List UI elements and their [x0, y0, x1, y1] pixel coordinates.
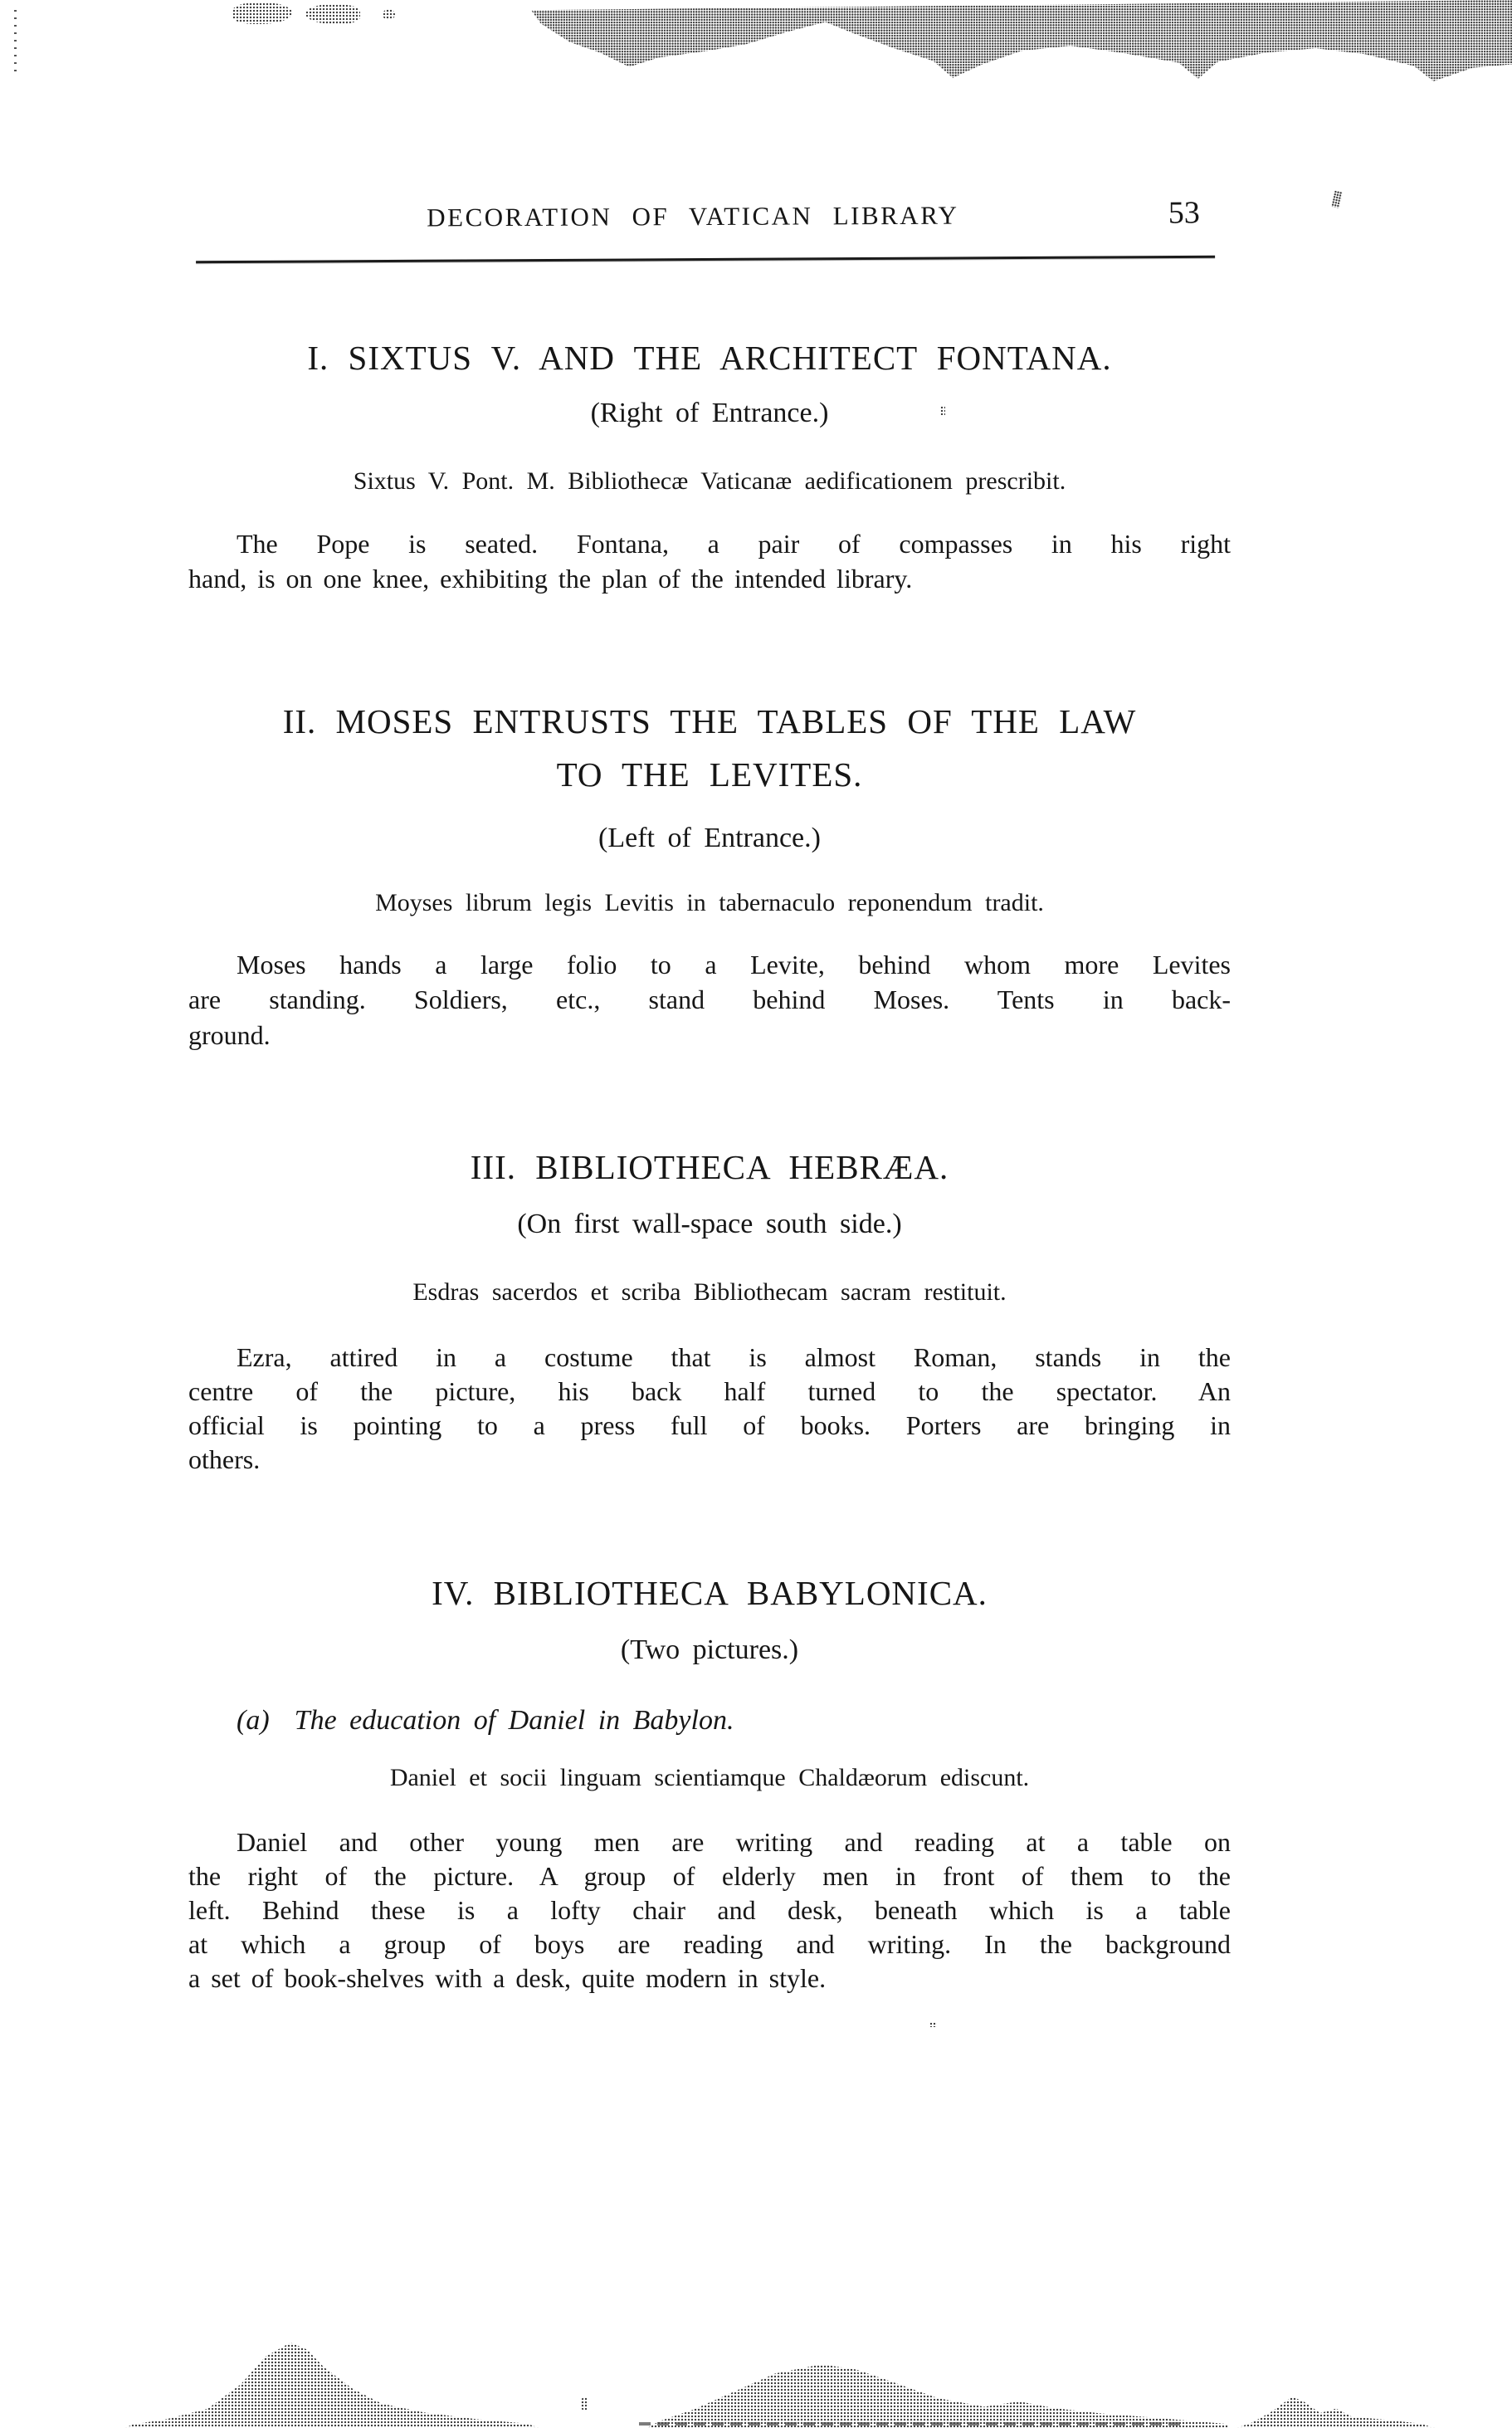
page-number: 53 — [1168, 195, 1200, 231]
section-3-location: (On first wall-space south side.) — [517, 1209, 902, 1239]
section-4-location: (Two pictures.) — [620, 1634, 799, 1665]
subitem-title: The education of Daniel in Babylon. — [294, 1705, 734, 1736]
scan-smudge-top — [531, 0, 1512, 85]
section-4-heading: IV. BIBLIOTHECA BABYLONICA. — [432, 1574, 988, 1612]
section-4-body-line: the right of the picture. A group of elderly men in front of them to the — [188, 1861, 1231, 1891]
section-2-heading-line-1: II. MOSES ENTRUSTS THE TABLES OF THE LAW — [282, 702, 1137, 740]
scan-mark-right-margin — [1331, 190, 1343, 208]
section-4-body-line: left. Behind these is a lofty chair and desk, beneath which is a table — [188, 1895, 1231, 1925]
section-2-latin-caption: Moyses librum legis Levitis in tabernaculo reponendum tradit. — [375, 889, 1044, 916]
section-1-heading: I. SIXTUS V. AND THE ARCHITECT FONTANA. — [307, 339, 1112, 377]
section-4-body-line: at which a group of boys are reading and writing. In the background — [188, 1929, 1231, 1959]
section-3-body-line: official is pointing to a press full of books. Porters are bringing in — [188, 1410, 1231, 1440]
subitem-label: (a) — [237, 1705, 270, 1736]
scan-speck-bottom — [581, 2397, 588, 2411]
scan-smudge-bottom-3 — [1236, 2391, 1436, 2428]
section-2-location: (Left of Entrance.) — [598, 823, 821, 853]
section-1-latin-caption: Sixtus V. Pont. M. Bibliothecæ Vaticanæ aedificationem prescribit. — [353, 467, 1066, 495]
header-rule — [196, 256, 1215, 263]
section-4-body-line: Daniel and other young men are writing and reading at a table on — [237, 1827, 1231, 1857]
scan-bottom-line — [639, 2422, 1187, 2426]
section-3-latin-caption: Esdras sacerdos et scriba Bibliothecam sacram restituit. — [412, 1278, 1007, 1306]
section-1-location: (Right of Entrance.) — [590, 398, 829, 428]
section-1-body-line: hand, is on one knee, exhibiting the plan of the intended library. — [188, 564, 913, 594]
scan-speck-2 — [929, 2022, 937, 2027]
section-4-subitem — [237, 1705, 1232, 1736]
section-2-body-line: are standing. Soldiers, etc., stand behind Moses. Tents in back- — [188, 984, 1231, 1014]
scan-smudge-top-left-1 — [232, 2, 292, 24]
section-3-heading: III. BIBLIOTHECA HEBRÆA. — [470, 1148, 949, 1186]
scan-smudge-bottom-1 — [124, 2341, 539, 2428]
section-4-latin-caption: Daniel et socii linguam scientiamque Chaldæorum ediscunt. — [389, 1764, 1030, 1791]
running-title: DECORATION OF VATICAN LIBRARY — [427, 200, 959, 232]
scan-edge-dots — [14, 10, 17, 76]
section-2-heading-line-2: TO THE LEVITES. — [556, 755, 863, 794]
section-2-body-line: ground. — [188, 1020, 271, 1050]
section-3-body-line: centre of the picture, his back half turned to the spectator. An — [188, 1376, 1231, 1406]
section-4-body-line: a set of book-shelves with a desk, quite modern in style. — [188, 1963, 827, 1993]
section-2-body-line: Moses hands a large folio to a Levite, behind whom more Levites — [237, 950, 1231, 980]
scan-smudge-top-left-2 — [305, 4, 360, 24]
section-3-body-line: others. — [188, 1444, 261, 1474]
scan-smudge-top-left-3 — [383, 9, 395, 20]
scan-smudge-bottom-2 — [647, 2362, 1228, 2428]
section-3-body-line: Ezra, attired in a costume that is almost Roman, stands in the — [237, 1342, 1231, 1372]
section-1-body-line: The Pope is seated. Fontana, a pair of compasses in his right — [237, 529, 1231, 559]
